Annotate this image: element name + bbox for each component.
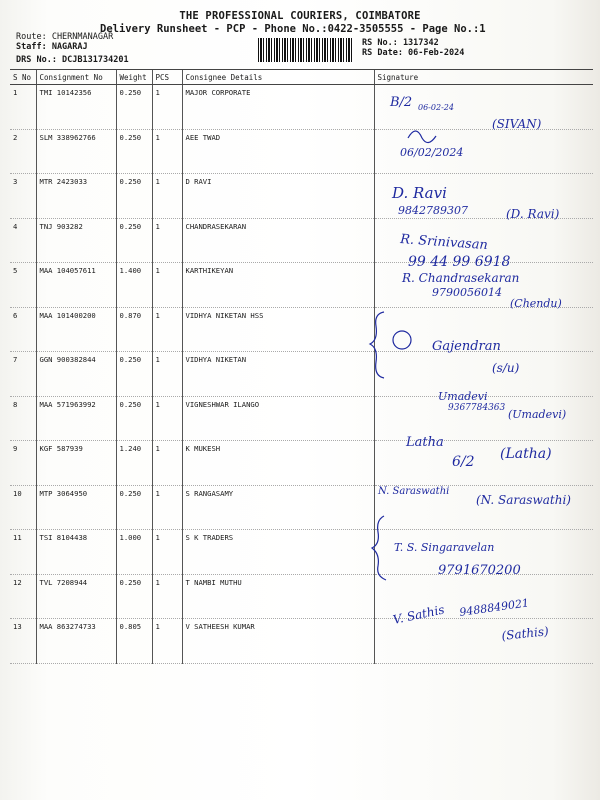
runsheet-title: Delivery Runsheet - PCP - Phone No.:0422-3505555 - Page No.:1 [100, 23, 486, 35]
row-consignee: KARTHIKEYAN [182, 263, 374, 308]
hw-text: B/2 [390, 95, 413, 110]
row-weight: 0.250 [116, 352, 152, 397]
row-weight: 0.250 [116, 218, 152, 263]
row-consignee: VIGNESHWAR ILANGO [182, 396, 374, 441]
row-pcs: 1 [152, 174, 182, 219]
row-weight: 1.000 [116, 530, 152, 575]
row-consignee: AEE TWAD [182, 129, 374, 174]
row-consignee: MAJOR CORPORATE [182, 85, 374, 130]
barcode [258, 38, 354, 62]
route-label: Route: CHERNMANAGAR [16, 32, 114, 42]
table-row [10, 574, 593, 619]
row-pcs: 1 [152, 619, 182, 664]
row-pcs: 1 [152, 129, 182, 174]
hw-text: (Latha) [500, 446, 552, 462]
table-row [10, 85, 593, 130]
table-header-row [10, 70, 593, 85]
hw-text: 99 44 99 6918 [408, 254, 511, 270]
row-consignment: TNJ 903282 [36, 218, 116, 263]
row-pcs: 1 [152, 396, 182, 441]
table-row [10, 352, 593, 397]
row-consignment: MAA 101400200 [36, 307, 116, 352]
row-weight: 1.400 [116, 263, 152, 308]
row-signature-cell [374, 307, 593, 352]
row-signature-cell [374, 485, 593, 530]
row-consignee: T NAMBI MUTHU [182, 574, 374, 619]
table-row [10, 307, 593, 352]
col-signature: Signature [374, 70, 593, 85]
row-consignment: SLM 338962766 [36, 129, 116, 174]
hw-text: V. Sathis [391, 602, 446, 627]
hw-text: 06-02-24 [418, 103, 454, 112]
row-consignment: KGF 587939 [36, 441, 116, 486]
table-row [10, 218, 593, 263]
row-pcs: 1 [152, 352, 182, 397]
row-consignment: TVL 7208944 [36, 574, 116, 619]
hw-text: 9842789307 [398, 204, 468, 217]
col-sno: S No [10, 70, 36, 85]
row-consignee: K MUKESH [182, 441, 374, 486]
row-signature-cell [374, 441, 593, 486]
row-weight: 0.870 [116, 307, 152, 352]
table-row [10, 174, 593, 219]
row-sno: 3 [10, 174, 36, 219]
row-consignee: S K TRADERS [182, 530, 374, 575]
row-signature-cell [374, 619, 593, 664]
hw-text: T. S. Singaravelan [394, 541, 495, 554]
hw-text: 9488849021 [458, 596, 530, 619]
drs-number: DRS No.: DCJB131734201 [16, 55, 129, 65]
row-sno: 4 [10, 218, 36, 263]
row-consignee: D RAVI [182, 174, 374, 219]
row-weight: 0.250 [116, 485, 152, 530]
row-consignment: MTR 2423033 [36, 174, 116, 219]
runsheet-table [10, 69, 593, 664]
row-sno: 6 [10, 307, 36, 352]
row-signature-cell [374, 174, 593, 219]
row-signature-cell [374, 85, 593, 130]
rs-number: RS No.: 1317342 [362, 38, 439, 48]
row-consignee: S RANGASAMY [182, 485, 374, 530]
row-sno: 5 [10, 263, 36, 308]
table-row [10, 441, 593, 486]
row-sno: 7 [10, 352, 36, 397]
row-consignee: V SATHEESH KUMAR [182, 619, 374, 664]
row-pcs: 1 [152, 530, 182, 575]
hw-text: 06/02/2024 [400, 146, 464, 159]
row-consignment: TMI 10142356 [36, 85, 116, 130]
row-consignment: GGN 900382844 [36, 352, 116, 397]
row-sno: 12 [10, 574, 36, 619]
row-consignment: TSI 8104438 [36, 530, 116, 575]
table-row [10, 396, 593, 441]
table-row [10, 129, 593, 174]
row-consignee: VIDHYA NIKETAN [182, 352, 374, 397]
row-weight: 0.250 [116, 174, 152, 219]
hw-text: N. Saraswathi [378, 486, 450, 497]
table-row [10, 263, 593, 308]
hw-text: Gajendran [432, 339, 501, 354]
row-pcs: 1 [152, 85, 182, 130]
row-sno: 9 [10, 441, 36, 486]
row-consignee: VIDHYA NIKETAN HSS [182, 307, 374, 352]
row-weight: 0.250 [116, 396, 152, 441]
hw-text: 9791670200 [438, 563, 521, 578]
hw-text: (SIVAN) [492, 117, 542, 131]
row-consignee: CHANDRASEKARAN [182, 218, 374, 263]
row-pcs: 1 [152, 574, 182, 619]
col-consignee: Consignee Details [182, 70, 374, 85]
row-pcs: 1 [152, 218, 182, 263]
row-sno: 1 [10, 85, 36, 130]
row-signature-cell [374, 263, 593, 308]
hw-text: (s/u) [492, 361, 520, 375]
row-weight: 0.250 [116, 129, 152, 174]
col-consignment: Consignment No [36, 70, 116, 85]
hw-text: R. Srinivasan [399, 232, 489, 254]
row-weight: 0.250 [116, 85, 152, 130]
row-pcs: 1 [152, 441, 182, 486]
row-consignment: MAA 863274733 [36, 619, 116, 664]
row-weight: 1.240 [116, 441, 152, 486]
hw-text: (N. Saraswathi) [476, 493, 571, 507]
row-weight: 0.250 [116, 574, 152, 619]
hw-text: (D. Ravi) [506, 207, 560, 221]
row-sno: 8 [10, 396, 36, 441]
hw-text: Latha [406, 435, 444, 450]
hw-text: Umadevi [438, 390, 488, 403]
row-pcs: 1 [152, 485, 182, 530]
staff-label: Staff: NAGARAJ [16, 42, 88, 52]
table-row [10, 485, 593, 530]
row-sno: 13 [10, 619, 36, 664]
row-sno: 10 [10, 485, 36, 530]
row-signature-cell [374, 352, 593, 397]
table-row [10, 619, 593, 664]
col-pcs: PCS [152, 70, 182, 85]
row-sno: 11 [10, 530, 36, 575]
row-signature-cell [374, 574, 593, 619]
row-pcs: 1 [152, 307, 182, 352]
hw-text: 9790056014 [432, 286, 502, 299]
row-pcs: 1 [152, 263, 182, 308]
row-signature-cell [374, 129, 593, 174]
row-sno: 2 [10, 129, 36, 174]
row-signature-cell [374, 396, 593, 441]
hw-text: 6/2 [452, 454, 475, 470]
rs-date: RS Date: 06-Feb-2024 [362, 48, 465, 58]
row-consignment: MAA 104057611 [36, 263, 116, 308]
hw-text: (Umadevi) [508, 408, 567, 421]
table-row [10, 530, 593, 575]
hw-text: 9367784363 [448, 403, 506, 413]
hw-text: (Sathis) [500, 624, 550, 643]
hw-text: (Chendu) [510, 297, 562, 310]
row-signature-cell [374, 530, 593, 575]
row-weight: 0.805 [116, 619, 152, 664]
row-signature-cell [374, 218, 593, 263]
company-title: THE PROFESSIONAL COURIERS, COIMBATORE [179, 10, 421, 22]
col-weight: Weight [116, 70, 152, 85]
row-consignment: MTP 3064950 [36, 485, 116, 530]
hw-text: D. Ravi [392, 184, 447, 202]
row-consignment: MAA 571963992 [36, 396, 116, 441]
hw-text: R. Chandrasekaran [402, 271, 520, 285]
